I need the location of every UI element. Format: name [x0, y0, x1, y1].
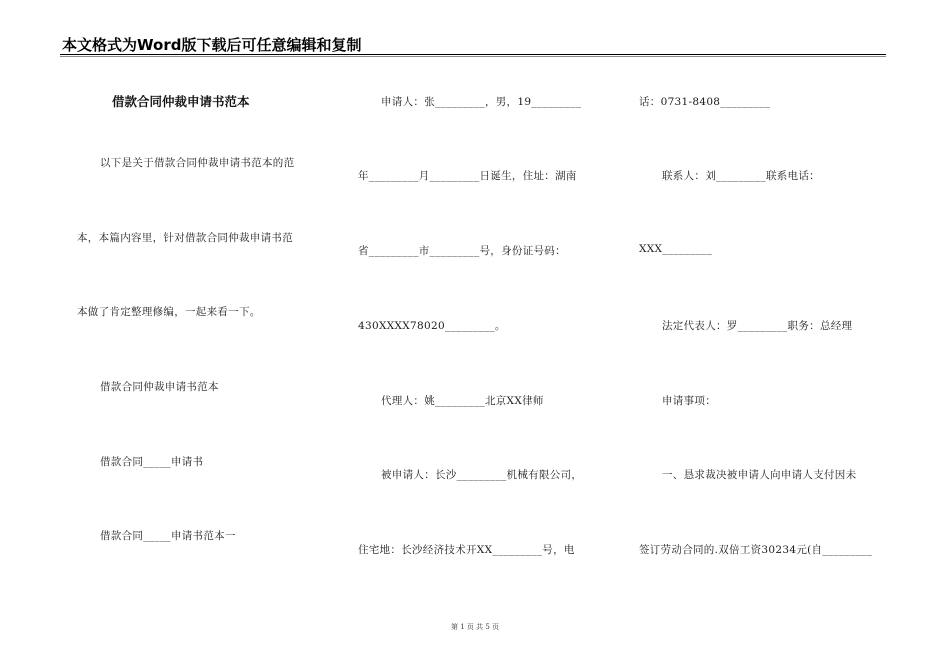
column2-line-3: 省_________市_________号，身份证号码：	[358, 245, 566, 257]
column2-line-2: 年_________月_________日诞生，住址：湖南	[358, 170, 577, 182]
column2-line-4: 430XXXX78020_________。	[358, 320, 506, 332]
column3-line-2: 联系人：刘_________联系电话：	[662, 170, 820, 182]
column1-line-2: 本，本篇内容里，针对借款合同仲裁申请书范	[77, 232, 293, 244]
column3-line-5: 申请事项：	[662, 395, 716, 407]
column1-line-1: 以下是关于借款合同仲裁申请书范本的范	[100, 157, 295, 169]
column3-line-1: 话：0731-8408_________	[639, 96, 771, 108]
page-number-footer: 第 1 页 共 5 页	[450, 623, 500, 631]
column2-line-1: 申请人：张_________，男，19_________	[381, 96, 582, 108]
banner-divider	[60, 54, 886, 55]
column3-line-4: 法定代表人：罗_________职务：总经理	[662, 320, 853, 332]
column2-line-7: 住宅地：长沙经济技术开XX_________号，电	[358, 544, 575, 556]
document-title: 借款合同仲裁申请书范本	[112, 94, 250, 109]
column3-line-3: XXX_________	[639, 243, 713, 255]
column1-line-6: 借款合同_____申请书范本一	[100, 530, 236, 542]
column1-line-5: 借款合同_____申请书	[100, 456, 204, 468]
column2-line-6: 被申请人：长沙_________机械有限公司，	[381, 469, 583, 481]
column3-line-7: 签订劳动合同的.双倍工资30234元(自_________	[639, 544, 873, 556]
column1-line-4: 借款合同仲裁申请书范本	[100, 381, 219, 393]
column2-line-5: 代理人：姚_________北京XX律师	[381, 395, 544, 407]
column1-line-3: 本做了肯定整理修编，一起来看一下。	[77, 306, 261, 318]
column3-line-6: 一、恳求裁决被申请人向申请人支付因未	[662, 469, 857, 481]
banner-divider-secondary	[60, 56, 886, 57]
document-banner: 本文格式为Word版下载后可任意编辑和复制	[62, 36, 362, 54]
